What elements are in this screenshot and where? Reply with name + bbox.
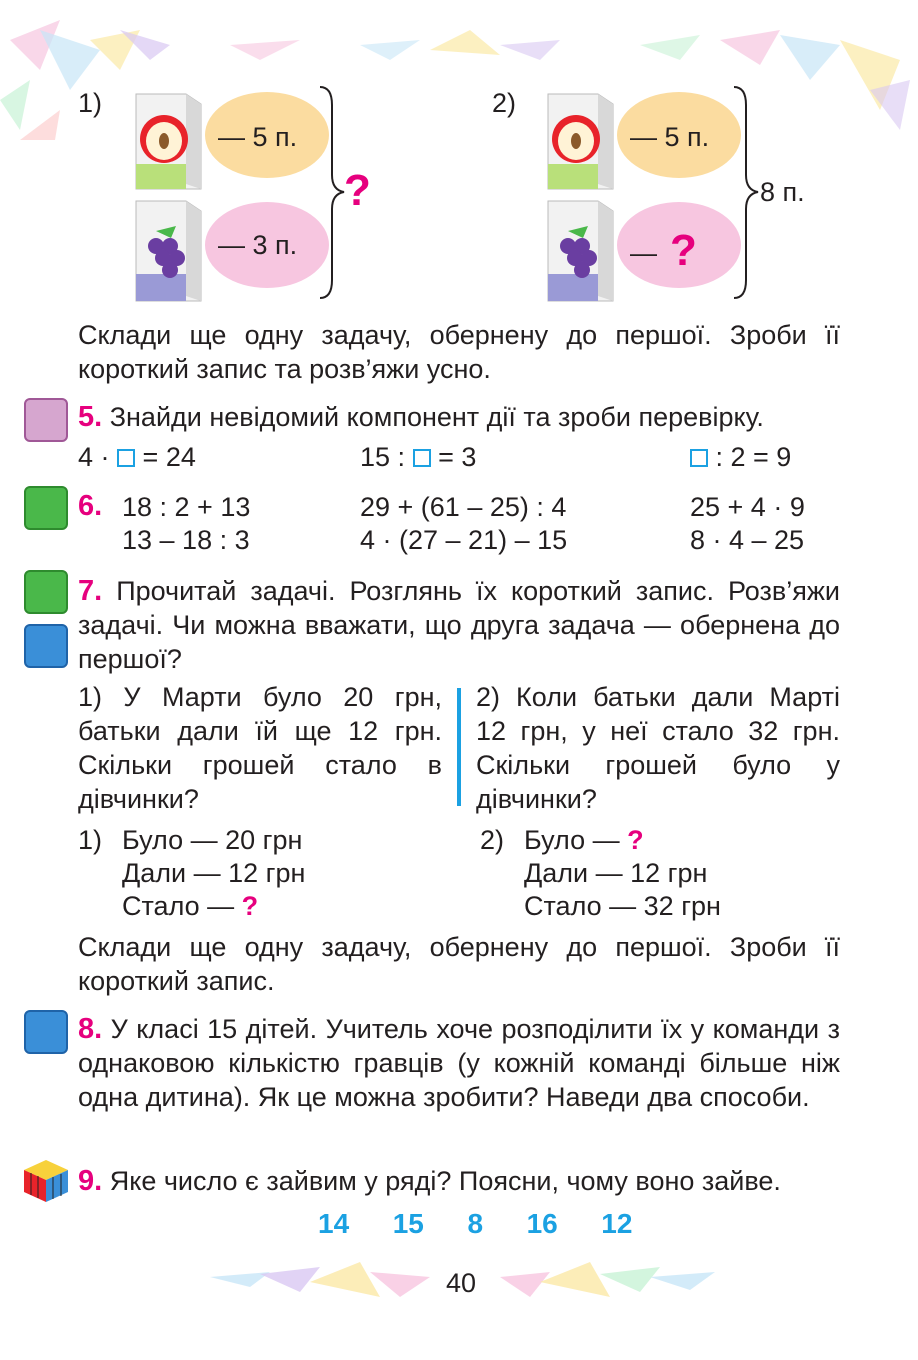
task6-expr: 25 + 4 · 9: [690, 492, 805, 522]
eq-part: : 2 = 9: [715, 442, 792, 472]
diagram1-label: 1): [78, 88, 103, 118]
juice-box-apple-icon: [538, 84, 618, 194]
blank-box: [690, 449, 708, 467]
task7-title: Прочитай задачі. Розглянь їх короткий запис. Розв’яжи задачі. Чи можна вважати, що друга задача — обернена до першої?: [78, 576, 840, 674]
number-item: 8: [467, 1208, 484, 1239]
diagram2-top-value: — 5 п.: [630, 122, 710, 152]
number-item: 12: [601, 1208, 633, 1239]
task9-text: Яке число є зайвим у ряді? Поясни, чому воно зайве.: [109, 1166, 781, 1196]
page-number: 40: [446, 1268, 477, 1298]
task6-expr: 8 · 4 – 25: [690, 525, 805, 555]
diagram1-total: ?: [344, 166, 371, 215]
task6-expr: 29 + (61 – 25) : 4: [360, 492, 567, 522]
juice-box-grape-icon: [538, 196, 618, 306]
task8-number: 8.: [78, 1013, 103, 1045]
task7-problem1: 1) У Марти було 20 грн, батьки дали їй ще 12 грн. Скільки грошей стало в дівчинки?: [78, 682, 442, 814]
short2-line3: Стало — 32 грн: [524, 891, 721, 921]
short2-label: 2): [480, 825, 505, 855]
notebook-icon: [24, 1010, 68, 1054]
brace: [732, 85, 762, 300]
task7-heading: [78, 574, 840, 676]
number-item: 15: [392, 1208, 424, 1239]
short-text: Було —: [524, 825, 620, 855]
diagram2-label: 2): [492, 88, 517, 118]
task6-expr: 18 : 2 + 13: [122, 492, 251, 522]
diagram1-top-value: — 5 п.: [218, 122, 298, 152]
eq-part: = 24: [142, 442, 196, 472]
juice-box-apple-icon: [126, 84, 206, 194]
task5-eq1: [78, 440, 196, 474]
task9-heading: [78, 1164, 858, 1198]
task6-number: 6.: [78, 490, 103, 522]
task7-after-text: Склади ще одну задачу, обернену до першої. Зроби її короткий запис.: [78, 932, 840, 996]
task8-text: У класі 15 дітей. Учитель хоче розподілити їх у команди з однаковою кількістю гравців (у кожній команді більше ніж одна дитина). Як це можна зробити? Наведи два способи.: [78, 1014, 840, 1112]
thinking-icon: [24, 398, 68, 442]
footer-decoration-left: [210, 1262, 440, 1302]
question-mark: ?: [241, 891, 259, 921]
task9-number: 9.: [78, 1165, 103, 1197]
task5-number: 5.: [78, 401, 103, 433]
home-icon: [24, 570, 68, 614]
question-mark: ?: [627, 825, 644, 855]
short2-line1: [524, 823, 644, 857]
short1-line2: Дали — 12 грн: [122, 858, 306, 888]
diagram2-bottom-prefix: —: [630, 238, 657, 268]
eq-part: 15 :: [360, 442, 406, 472]
task5-title: Знайди невідомий компонент дії та зроби перевірку.: [109, 402, 764, 432]
blank-box: [413, 449, 431, 467]
task7-problem2: 2) Коли батьки дали Марті 12 грн, у неї стало 32 грн. Скільки грошей було у дівчинки?: [476, 682, 840, 814]
task5-heading: [78, 400, 858, 434]
divider: [457, 688, 461, 806]
task7-number: 7.: [78, 575, 103, 607]
diagram2-bottom-question: ?: [670, 226, 697, 275]
short-text: Стало —: [122, 891, 235, 921]
intro-text: Склади ще одну задачу, обернену до першої. Зроби її короткий запис та розв’яжи усно.: [78, 320, 840, 384]
short1-line1: Було — 20 грн: [122, 825, 303, 855]
short1-label: 1): [78, 825, 103, 855]
short2-line2: Дали — 12 грн: [524, 858, 708, 888]
task5-eq2: [360, 440, 476, 474]
footer-decoration-right: [500, 1262, 720, 1302]
eq-part: = 3: [438, 442, 477, 472]
home-icon: [24, 486, 68, 530]
eq-part: 4 ·: [78, 442, 110, 472]
number-item: 14: [318, 1208, 350, 1239]
diagram1-bottom-value: — 3 п.: [218, 230, 298, 260]
task8-heading: [78, 1012, 840, 1114]
rubik-cube-icon: [22, 1158, 70, 1204]
task6-expr: 4 · (27 – 21) – 15: [360, 525, 568, 555]
task5-eq3: [690, 440, 791, 474]
task6-expr: 13 – 18 : 3: [122, 525, 250, 555]
juice-box-grape-icon: [126, 196, 206, 306]
notebook-icon: [24, 624, 68, 668]
number-item: 16: [526, 1208, 558, 1239]
blank-box: [117, 449, 135, 467]
diagram2-total: 8 п.: [760, 177, 805, 207]
short1-line3: [122, 889, 258, 923]
number-row: [318, 1208, 632, 1240]
